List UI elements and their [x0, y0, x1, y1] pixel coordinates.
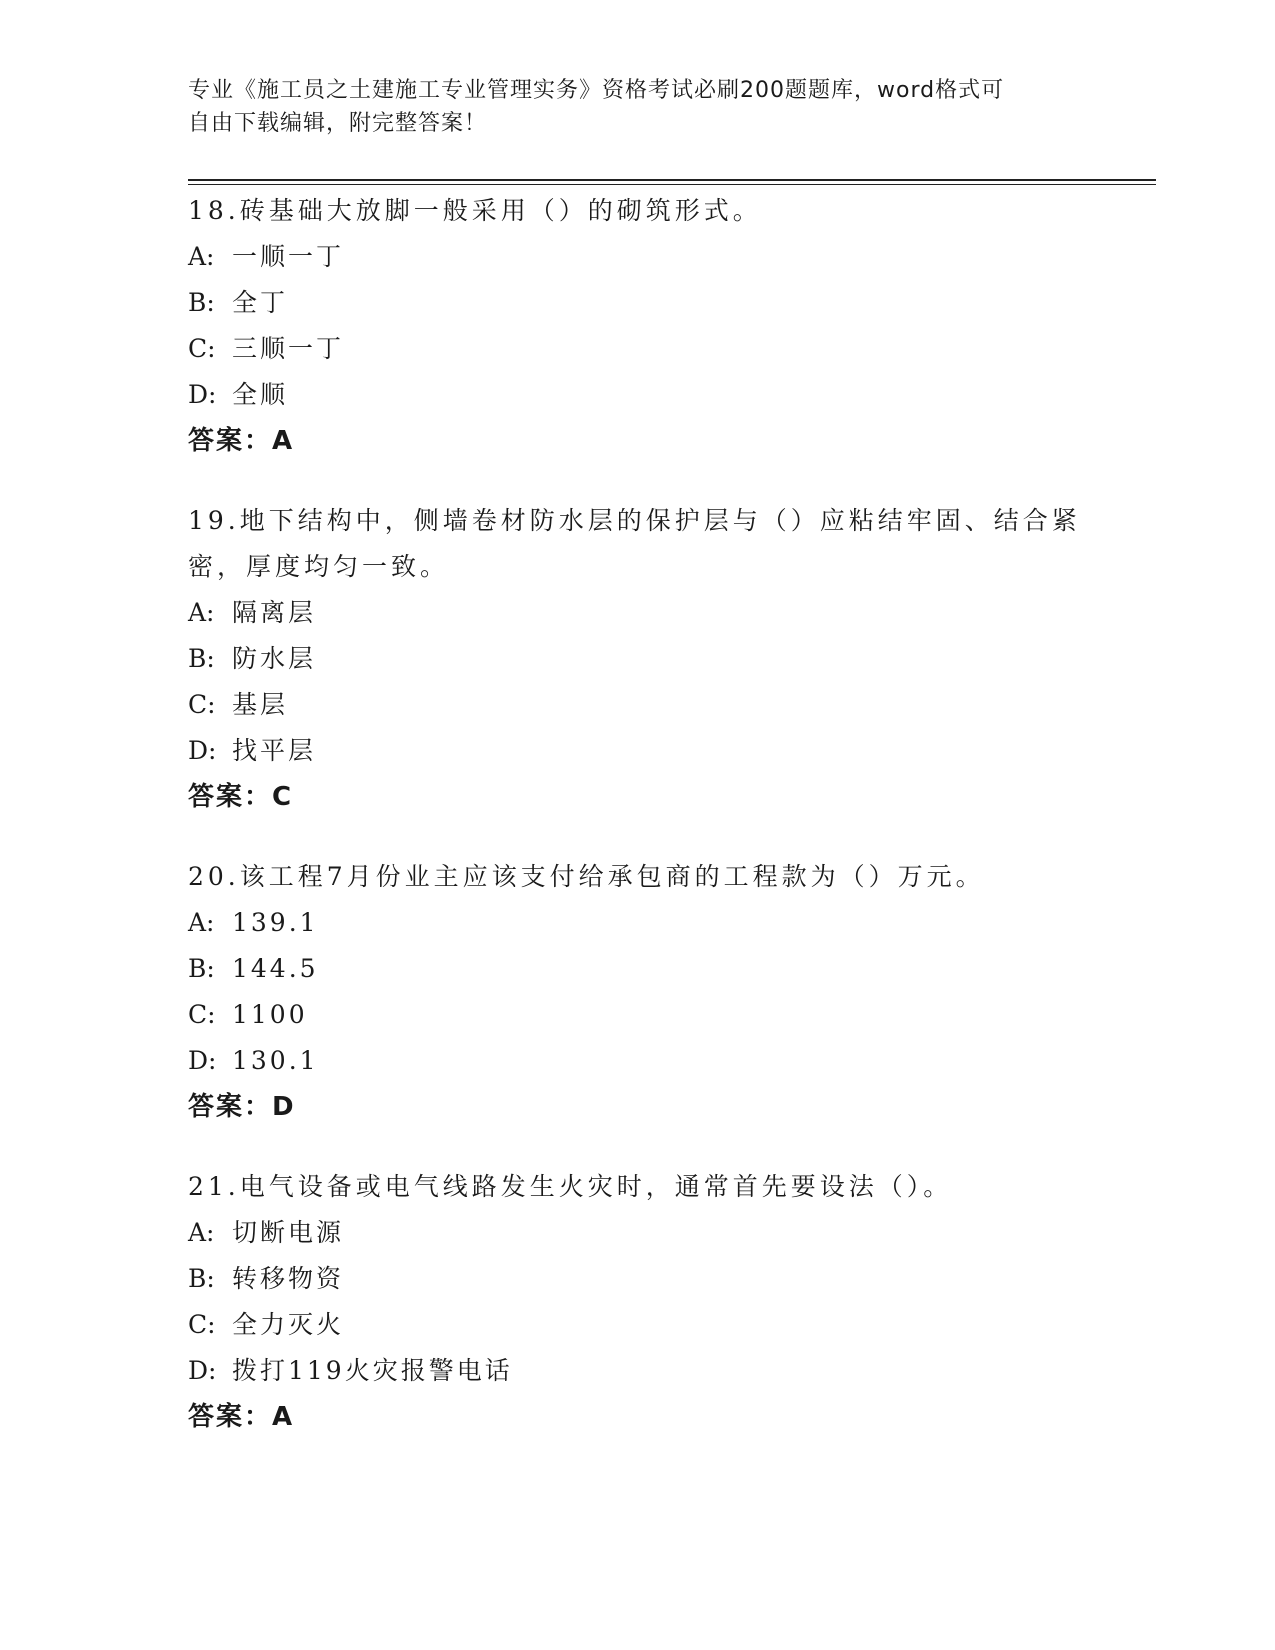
option-text: 全力灭火 [232, 1310, 345, 1339]
option-text: 全顺 [232, 380, 289, 409]
option-key: D: [188, 736, 217, 765]
option-text: 一顺一丁 [232, 242, 345, 271]
option-c [188, 1302, 1088, 1348]
option-text: 全丁 [232, 288, 289, 317]
option-text: 拨打119火灾报警电话 [232, 1356, 513, 1385]
option-key: B: [188, 288, 215, 317]
option-d [188, 372, 1088, 418]
option-d [188, 1348, 1088, 1394]
option-key: C: [188, 1000, 216, 1029]
option-key: A: [188, 908, 215, 937]
option-d [188, 728, 1088, 774]
question-21 [188, 1164, 1088, 1440]
option-text: 隔离层 [232, 598, 317, 627]
option-text: 基层 [232, 690, 289, 719]
option-text: 防水层 [232, 644, 317, 673]
option-text: 144.5 [232, 954, 319, 983]
option-key: B: [188, 1264, 215, 1293]
option-b [188, 1256, 1088, 1302]
header-rule-thin [188, 184, 1156, 185]
option-b [188, 636, 1088, 682]
question-stem: 18.砖基础大放脚一般采用（）的砌筑形式。 [188, 196, 762, 225]
header-line-2: 自由下载编辑，附完整答案！ [188, 111, 488, 136]
option-a [188, 590, 1088, 636]
option-c [188, 682, 1088, 728]
option-key: B: [188, 954, 215, 983]
option-text: 1100 [232, 1000, 308, 1029]
answer-line: 答案：D [188, 1092, 296, 1122]
option-c [188, 326, 1088, 372]
option-key: C: [188, 334, 216, 363]
answer-line: 答案：C [188, 782, 294, 812]
option-text: 切断电源 [232, 1218, 345, 1247]
question-stem: 21.电气设备或电气线路发生火灾时，通常首先要设法（）。 [188, 1172, 953, 1201]
option-key: C: [188, 1310, 216, 1339]
option-b [188, 280, 1088, 326]
question-stem: 20.该工程7月份业主应该支付给承包商的工程款为（）万元。 [188, 862, 985, 891]
option-key: A: [188, 598, 215, 627]
option-key: C: [188, 690, 216, 719]
option-text: 转移物资 [232, 1264, 345, 1293]
option-c [188, 992, 1088, 1038]
question-18 [188, 188, 1088, 464]
question-list [188, 188, 1088, 1474]
option-key: A: [188, 242, 215, 271]
option-d [188, 1038, 1088, 1084]
option-text: 139.1 [232, 908, 319, 937]
question-stem: 19.地下结构中，侧墙卷材防水层的保护层与（）应粘结牢固、结合紧 [188, 506, 1081, 535]
option-a [188, 900, 1088, 946]
document-header [188, 74, 1088, 140]
option-a [188, 234, 1088, 280]
option-key: D: [188, 380, 217, 409]
question-stem-continued: 密，厚度均匀一致。 [188, 552, 450, 581]
header-line-1: 专业《施工员之土建施工专业管理实务》资格考试必刷200题题库，word格式可 [188, 78, 1005, 103]
option-a [188, 1210, 1088, 1256]
option-b [188, 946, 1088, 992]
option-text: 三顺一丁 [232, 334, 345, 363]
header-rule-thick [188, 179, 1156, 181]
option-key: A: [188, 1218, 215, 1247]
question-19 [188, 498, 1088, 820]
option-text: 找平层 [232, 736, 317, 765]
answer-line: 答案：A [188, 1402, 295, 1432]
answer-line: 答案：A [188, 426, 295, 456]
option-text: 130.1 [232, 1046, 319, 1075]
question-20 [188, 854, 1088, 1130]
option-key: D: [188, 1046, 217, 1075]
option-key: B: [188, 644, 215, 673]
option-key: D: [188, 1356, 217, 1385]
